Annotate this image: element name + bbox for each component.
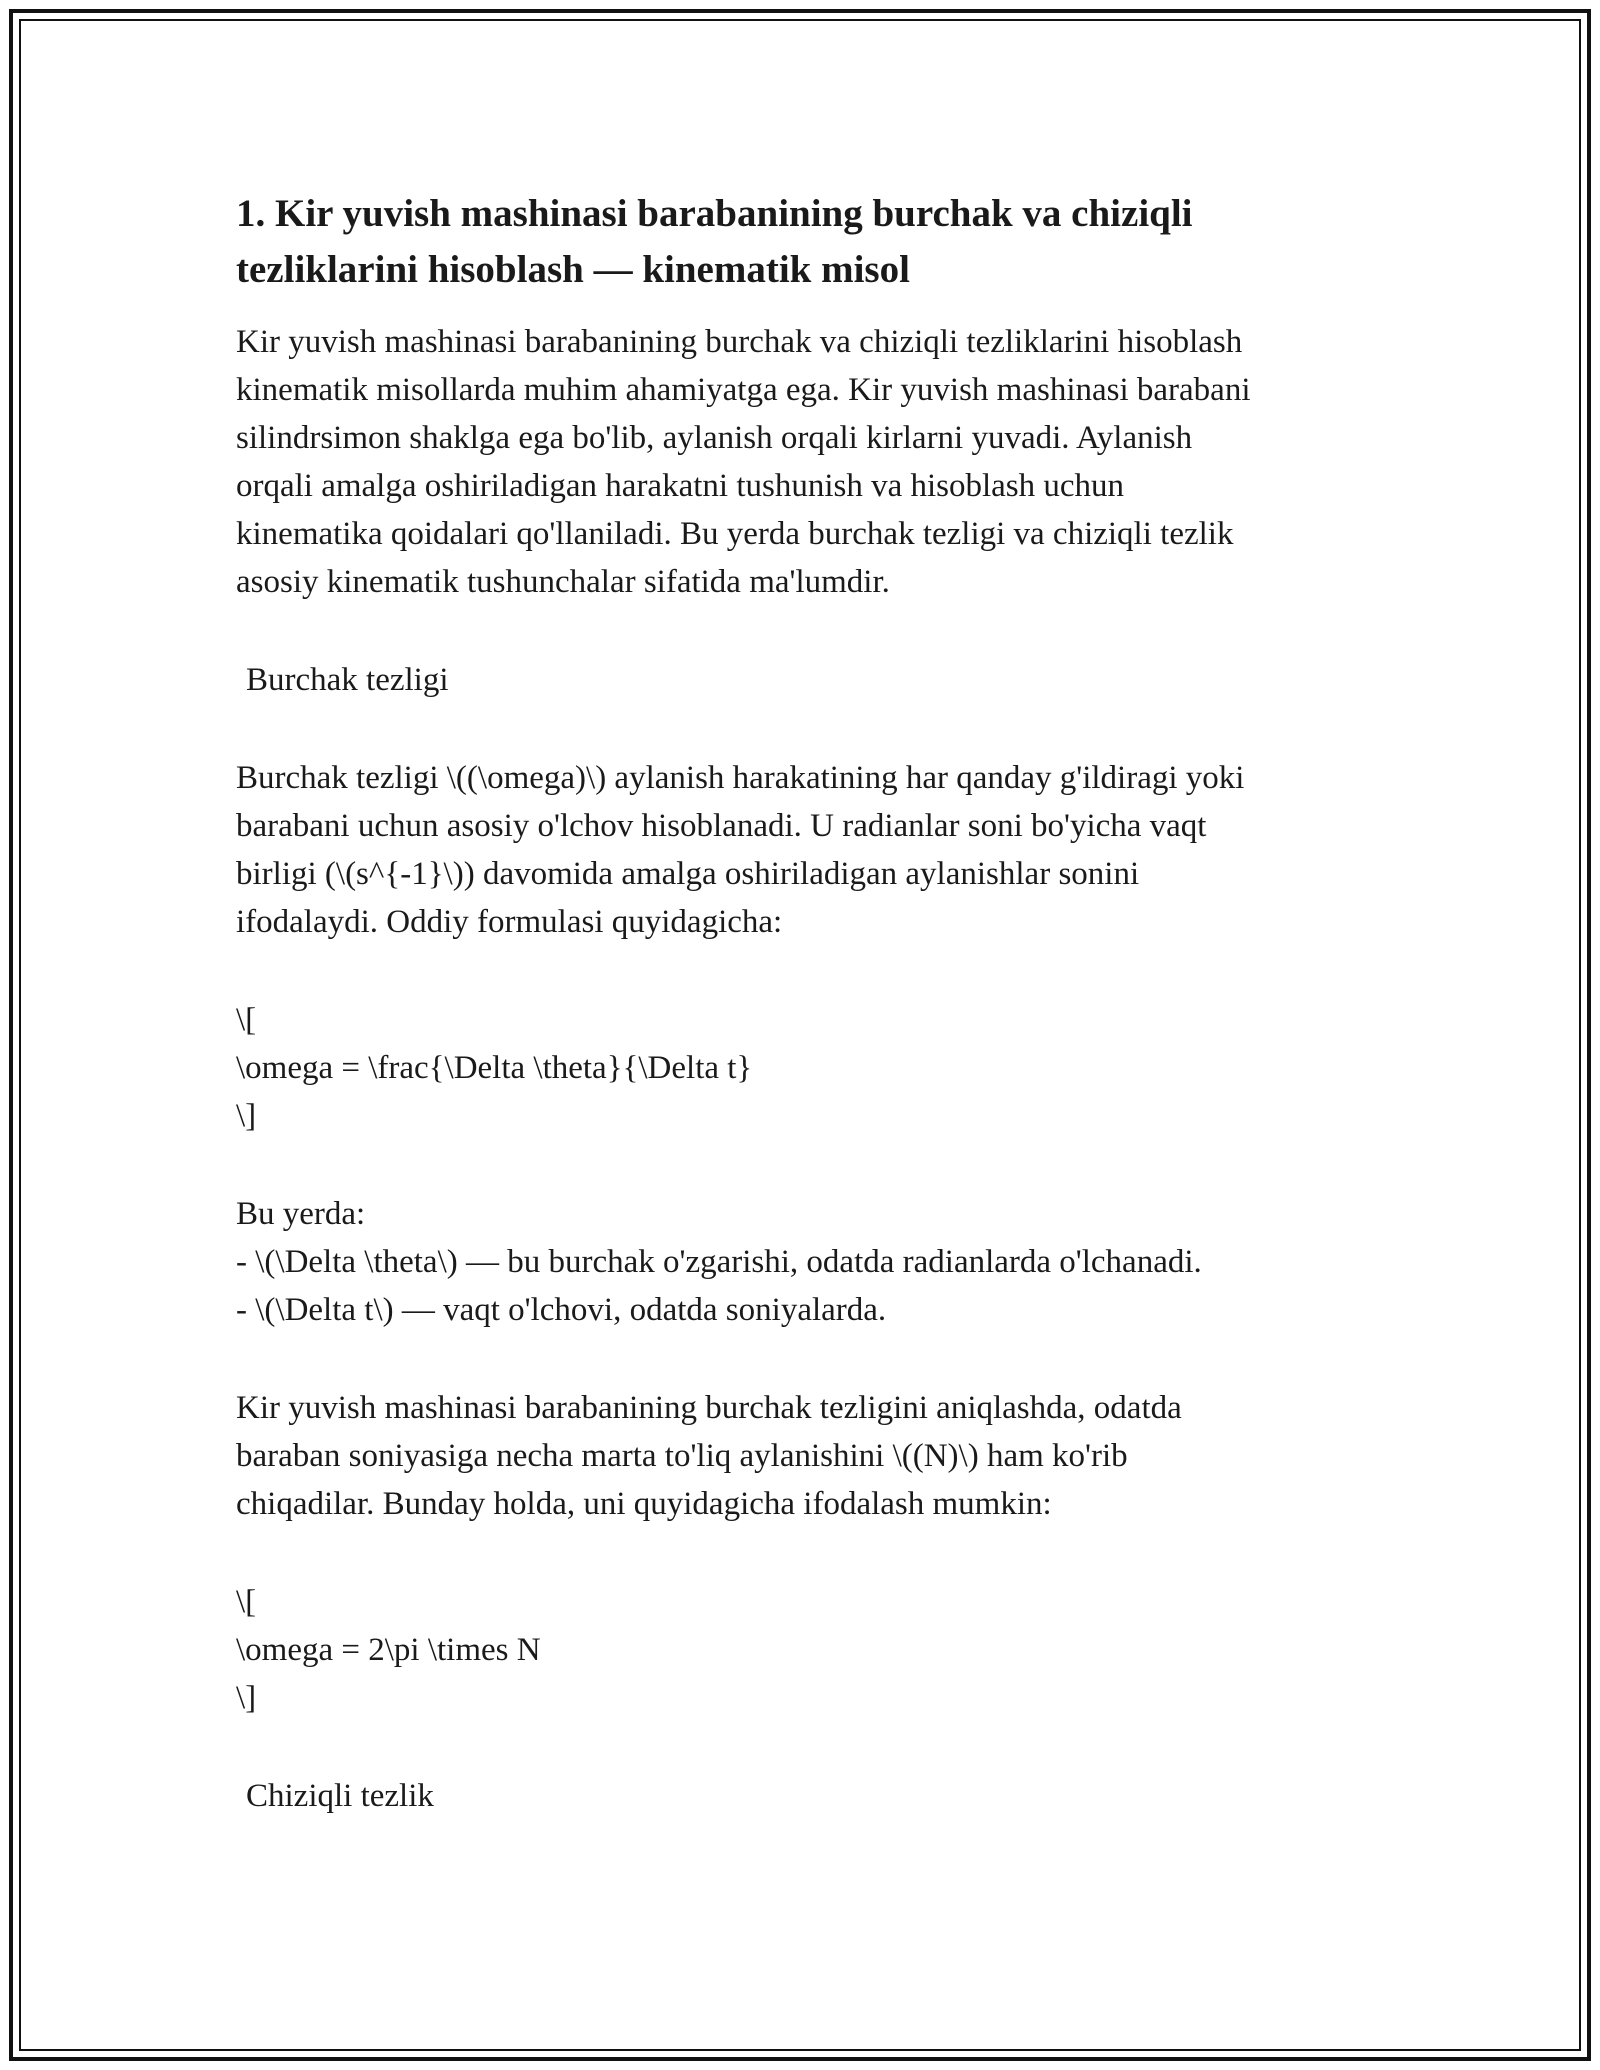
subheading-chiziqli-tezlik: Chiziqli tezlik	[246, 1778, 434, 1814]
intro-paragraph	[236, 318, 1376, 606]
formula-block-1	[236, 996, 1376, 1140]
heading-line: tezliklarini hisoblash — kinematik misol	[236, 248, 910, 291]
text-line: Kir yuvish mashinasi barabanining burchak tezligini aniqlashda, odatda	[236, 1390, 1182, 1426]
list-item: - \(\Delta \theta\) — bu burchak o'zgarishi, odatda radianlarda o'lchanadi.	[236, 1244, 1202, 1280]
subheading-burchak-tezligi: Burchak tezligi	[246, 662, 449, 698]
text-line: kinematika qoidalari qo'llaniladi. Bu yerda burchak tezligi va chiziqli tezlik	[236, 516, 1234, 552]
document-body	[236, 186, 1376, 1820]
text-line: ifodalaydi. Oddiy formulasi quyidagicha:	[236, 904, 783, 940]
text-line: Bu yerda:	[236, 1196, 366, 1232]
list-item: - \(\Delta t\) — vaqt o'lchovi, odatda soniyalarda.	[236, 1292, 887, 1328]
text-line: baraban soniyasiga necha marta to'liq aylanishini \((N)\) ham ko'rib	[236, 1438, 1128, 1474]
definitions-list	[236, 1190, 1376, 1334]
text-line: Kir yuvish mashinasi barabanining burchak va chiziqli tezliklarini hisoblash	[236, 324, 1243, 360]
formula-line: \omega = \frac{\Delta \theta}{\Delta t}	[236, 1050, 753, 1086]
text-line: Burchak tezligi \((\omega)\) aylanish harakatining har qanday g'ildiragi yoki	[236, 760, 1245, 796]
text-line: kinematik misollarda muhim ahamiyatga ega. Kir yuvish mashinasi barabani	[236, 372, 1251, 408]
text-line: orqali amalga oshiriladigan harakatni tushunish va hisoblash uchun	[236, 468, 1125, 504]
heading-line: 1. Kir yuvish mashinasi barabanining burchak va chiziqli	[236, 192, 1193, 235]
formula-line: \[	[236, 1584, 257, 1620]
text-line: birligi (\(s^{-1}\)) davomida amalga oshiriladigan aylanishlar sonini	[236, 856, 1140, 892]
text-line: barabani uchun asosiy o'lchov hisoblanadi. U radianlar soni bo'yicha vaqt	[236, 808, 1207, 844]
formula-line: \]	[236, 1680, 257, 1716]
text-line: chiqadilar. Bunday holda, uni quyidagicha ifodalash mumkin:	[236, 1486, 1052, 1522]
formula-line: \[	[236, 1002, 257, 1038]
angular-velocity-paragraph	[236, 754, 1376, 946]
section-heading	[236, 186, 1376, 298]
text-line: silindrsimon shaklga ega bo'lib, aylanish orqali kirlarni yuvadi. Aylanish	[236, 420, 1193, 456]
formula-block-2	[236, 1578, 1376, 1722]
revolutions-paragraph	[236, 1384, 1376, 1528]
text-line: asosiy kinematik tushunchalar sifatida ma'lumdir.	[236, 564, 890, 600]
formula-line: \omega = 2\pi \times N	[236, 1632, 541, 1668]
formula-line: \]	[236, 1098, 257, 1134]
